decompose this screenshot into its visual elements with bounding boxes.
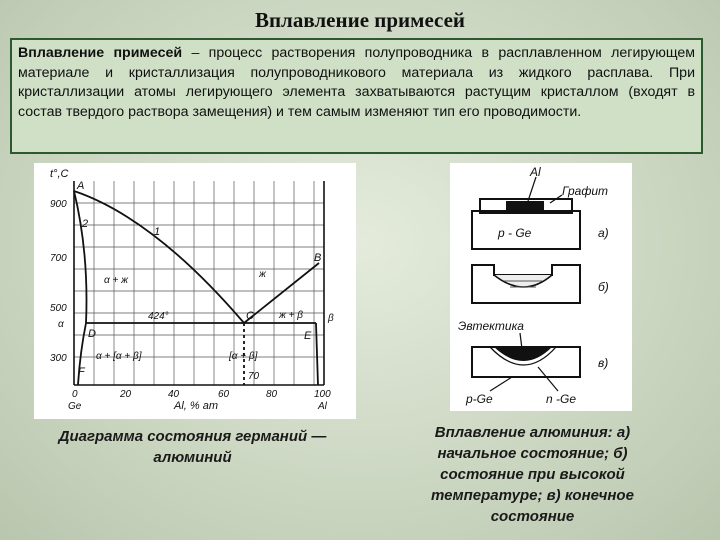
solvus-beta (316, 323, 318, 385)
region-label: β (328, 313, 334, 324)
point-label: B (314, 252, 322, 264)
x-tick-label: 100 (314, 389, 331, 400)
point-label: F (78, 366, 85, 378)
x-tick-label: 60 (218, 389, 230, 400)
p-ge-bottom-label: p-Ge (466, 392, 493, 406)
point-label: C (246, 310, 254, 322)
definition-body: – процесс растворения полупроводника в расплавленном легирующем материале и кристаллизация полупроводникового материала из жидкого расплава. При кристаллизации атомы легирующего элемента захватываются растущим кристаллом (входят в состав твердого раствора замещения) и тем самым изменяют тип его проводимости. (18, 45, 695, 120)
liquidus-left (74, 191, 244, 323)
x-end-label-al: Al (318, 401, 327, 412)
stage-label: б) (598, 280, 609, 294)
x-end-label-ge: Ge (68, 401, 82, 412)
stage-b (472, 265, 609, 303)
region-label: α + ж (104, 275, 128, 286)
definition-box (10, 38, 703, 154)
x-tick-label: 80 (266, 389, 278, 400)
process-figure-caption: Вплавление алюминия: а) начальное состояние; б) состояние при высокой температуре; в) конечное состояние (431, 424, 634, 525)
eutectic-composition: 70 (248, 371, 260, 382)
y-tick-label: 900 (50, 199, 67, 210)
region-label: ж (259, 269, 266, 280)
eutectic-temperature: 424° (148, 311, 169, 322)
region-label: [α + β] (229, 351, 258, 362)
slide-title: Вплавление примесей (254, 8, 466, 32)
stage-a (472, 165, 609, 249)
process-figure-panel (450, 163, 632, 411)
process-figure (450, 163, 632, 411)
region-label: ж + β (279, 310, 303, 321)
phase-diagram-caption: Диаграмма состояния германий — алюминий (58, 428, 327, 466)
aluminium-label: Al (530, 165, 541, 179)
stage-label: а) (598, 226, 609, 240)
point-label: 1 (154, 226, 161, 238)
x-tick-label: 40 (168, 389, 180, 400)
phase-diagram-panel (34, 163, 356, 419)
point-label: E (304, 330, 312, 342)
x-tick-label: 20 (120, 389, 132, 400)
x-tick-label: 0 (72, 389, 78, 400)
y-tick-label: 700 (50, 253, 67, 264)
solidus-left (74, 191, 87, 323)
n-ge-label: n -Ge (546, 392, 577, 406)
stage-label: в) (598, 356, 609, 370)
y-tick-label: 500 (50, 303, 67, 314)
y-axis-label: t°,C (50, 168, 69, 180)
p-ge-label: p - Ge (498, 226, 532, 240)
region-label: α + [α + β] (96, 351, 142, 362)
region-label: α (58, 319, 64, 330)
x-axis-label: Al, % ат (174, 400, 219, 412)
point-label: A (77, 180, 85, 192)
definition-term: Вплавление примесей (18, 45, 183, 61)
graphite-label: Графит (562, 184, 609, 198)
eutectic-label: Эвтектика (458, 319, 524, 333)
y-tick-label: 300 (50, 353, 67, 364)
phase-diagram (34, 163, 356, 419)
aluminium-piece (506, 201, 544, 213)
point-label: 2 (82, 218, 89, 230)
stage-c (458, 319, 608, 406)
point-label: D (88, 328, 96, 340)
